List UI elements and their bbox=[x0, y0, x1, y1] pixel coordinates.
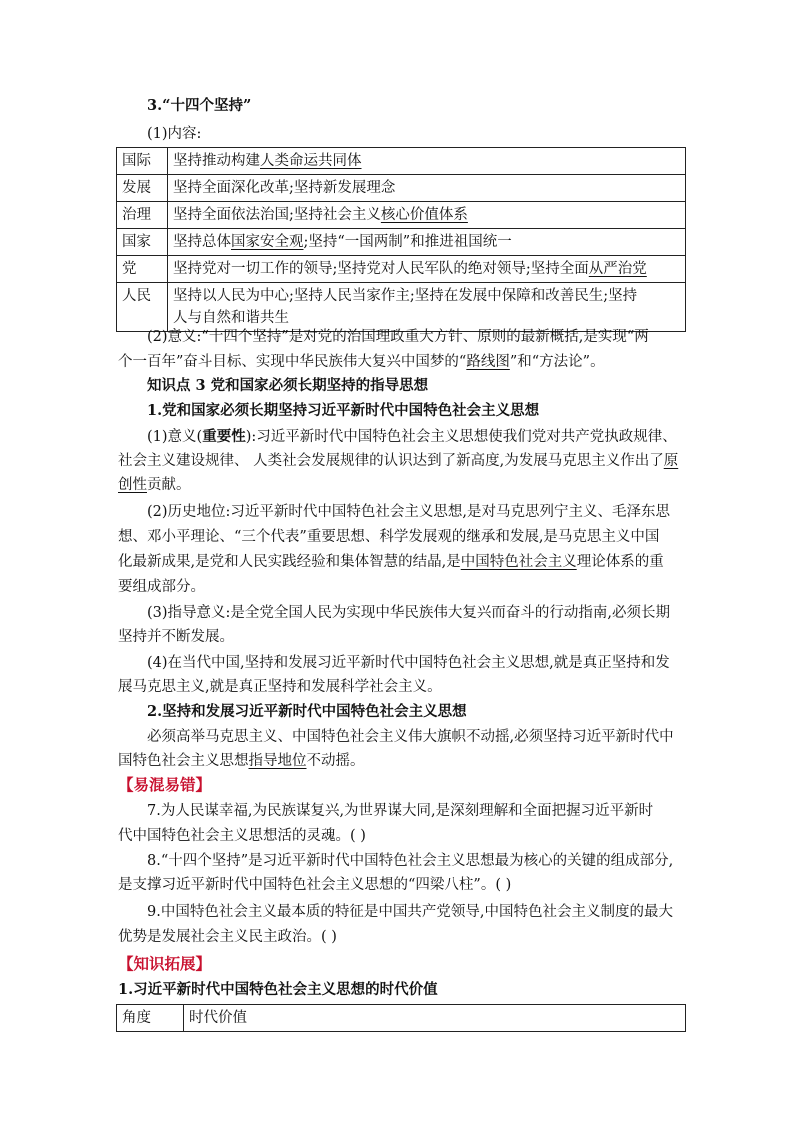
cell-text: ;坚持“一国两制”和推进祖国统一 bbox=[303, 234, 512, 250]
table-content-cell bbox=[168, 202, 686, 229]
subsection-2-line-1: 必须高举马克思主义、中国特色社会主义伟大旗帜不动摇,必须坚持习近平新时代中 bbox=[147, 729, 674, 745]
question-8-line-1: 8.“十四个坚持”是习近平新时代中国特色社会主义思想最为核心的关键的组成部分, bbox=[147, 853, 674, 869]
cell-text: 坚持全面深化改革;坚持新发展理念 bbox=[173, 180, 396, 196]
para-2-line-1: (2)历史地位:习近平新时代中国特色社会主义思想,是对马克思列宁主义、毛泽东思 bbox=[147, 504, 671, 520]
table-category-cell: 党 bbox=[117, 256, 168, 283]
table-content-cell bbox=[168, 148, 686, 175]
knowledge-point-title: 知识点 3 党和国家必须长期坚持的指导思想 bbox=[147, 377, 429, 394]
meaning-line-1: (2)意义:“十四个坚持”是对党的治国理政重大方针、原则的最新概括,是实现“两 bbox=[147, 329, 649, 345]
para-1-line-3: 创性贡献。 bbox=[118, 477, 191, 493]
underlined-term: 从严治党 bbox=[588, 261, 647, 277]
para-4-line-1: (4)在当代中国,坚持和发展习近平新时代中国特色社会主义思想,就是真正坚持和发 bbox=[147, 655, 670, 671]
table-row bbox=[117, 175, 686, 202]
para-4-line-2: 展马克思主义,就是真正坚持和发展科学社会主义。 bbox=[118, 679, 442, 695]
para-1-line-2: 社会主义建设规律、 人类社会发展规律的认识达到了新高度,为发展马克思主义作出了原 bbox=[118, 453, 679, 469]
subsection-1-title: 1.党和国家必须长期坚持习近平新时代中国特色社会主义思想 bbox=[147, 402, 540, 419]
table-category-cell: 人民 bbox=[117, 283, 168, 332]
table-header-cell: 时代价值 bbox=[184, 1005, 686, 1032]
question-9-line-1: 9.中国特色社会主义最本质的特征是中国共产党领导,中国特色社会主义制度的最大 bbox=[147, 904, 673, 920]
underlined-term: 核心价值体系 bbox=[380, 207, 468, 223]
underlined-term: 人类命运共同体 bbox=[260, 153, 362, 169]
table-category-cell: 治理 bbox=[117, 202, 168, 229]
meaning-line-2: 个一百年”奋斗目标、实现中华民族伟大复兴中国梦的“路线图”和“方法论”。 bbox=[118, 354, 605, 370]
subsection-2-title: 2.坚持和发展习近平新时代中国特色社会主义思想 bbox=[147, 703, 467, 720]
content-label: (1)内容: bbox=[147, 126, 202, 142]
expansion-subtitle: 1.习近平新时代中国特色社会主义思想的时代价值 bbox=[118, 981, 438, 998]
question-9-line-2: 优势是发展社会主义民主政治。( ) bbox=[118, 929, 337, 945]
para-2-line-2: 想、邓小平理论、“三个代表”重要思想、科学发展观的继承和发展,是马克思主义中国 bbox=[118, 529, 660, 545]
table-category-cell: 发展 bbox=[117, 175, 168, 202]
table-row bbox=[117, 148, 686, 175]
table-category-cell: 国家 bbox=[117, 229, 168, 256]
question-7-line-2: 代中国特色社会主义思想活的灵魂。( ) bbox=[118, 828, 366, 844]
para-3-line-2: 坚持并不断发展。 bbox=[118, 629, 234, 645]
table-header-cell: 角度 bbox=[117, 1005, 184, 1032]
cell-text: 坚持全面依法治国;坚持社会主义 bbox=[173, 207, 381, 223]
cell-text: 坚持以人民为中心;坚持人民当家作主;坚持在发展中保障和改善民生;坚持 bbox=[173, 288, 638, 304]
table-row bbox=[117, 229, 686, 256]
para-1-line-1: (1)意义(重要性):习近平新时代中国特色社会主义思想使我们党对共产党执政规律、 bbox=[147, 428, 677, 445]
table-row bbox=[117, 202, 686, 229]
table-row bbox=[117, 256, 686, 283]
para-2-line-4: 要组成部分。 bbox=[118, 579, 205, 595]
table-content-cell bbox=[168, 283, 686, 332]
underlined-term: 国家安全观 bbox=[231, 234, 304, 250]
table-content-cell bbox=[168, 229, 686, 256]
expansion-title: 【知识拓展】 bbox=[118, 954, 212, 973]
question-7-line-1: 7.为人民谋幸福,为民族谋复兴,为世界谋大同,是深刻理解和全面把握习近平新时 bbox=[147, 803, 654, 819]
question-8-line-2: 是支撑习近平新时代中国特色社会主义思想的“四梁八柱”。( ) bbox=[118, 877, 512, 893]
table-content-cell bbox=[168, 256, 686, 283]
confusion-title: 【易混易错】 bbox=[118, 775, 212, 794]
table-header-row bbox=[117, 1005, 686, 1032]
cell-text: 坚持总体 bbox=[173, 234, 231, 250]
fourteen-adherences-table bbox=[116, 147, 686, 332]
para-3-line-1: (3)指导意义:是全党全国人民为实现中华民族伟大复兴而奋斗的行动指南,必须长期 bbox=[147, 605, 671, 621]
era-value-table bbox=[116, 1004, 686, 1032]
cell-text: 坚持党对一切工作的领导;坚持党对人民军队的绝对领导;坚持全面 bbox=[173, 261, 589, 277]
cell-text: 坚持推动构建 bbox=[173, 153, 260, 169]
table-content-cell bbox=[168, 175, 686, 202]
section-heading: 3.“十四个坚持” bbox=[147, 97, 252, 114]
table-category-cell: 国际 bbox=[117, 148, 168, 175]
para-2-line-3: 化最新成果,是党和人民实践经验和集体智慧的结晶,是中国特色社会主义理论体系的重 bbox=[118, 554, 664, 570]
cell-text: 人与自然和谐共生 bbox=[173, 310, 289, 326]
table-row bbox=[117, 283, 686, 332]
subsection-2-line-2: 国特色社会主义思想指导地位不动摇。 bbox=[118, 753, 365, 769]
